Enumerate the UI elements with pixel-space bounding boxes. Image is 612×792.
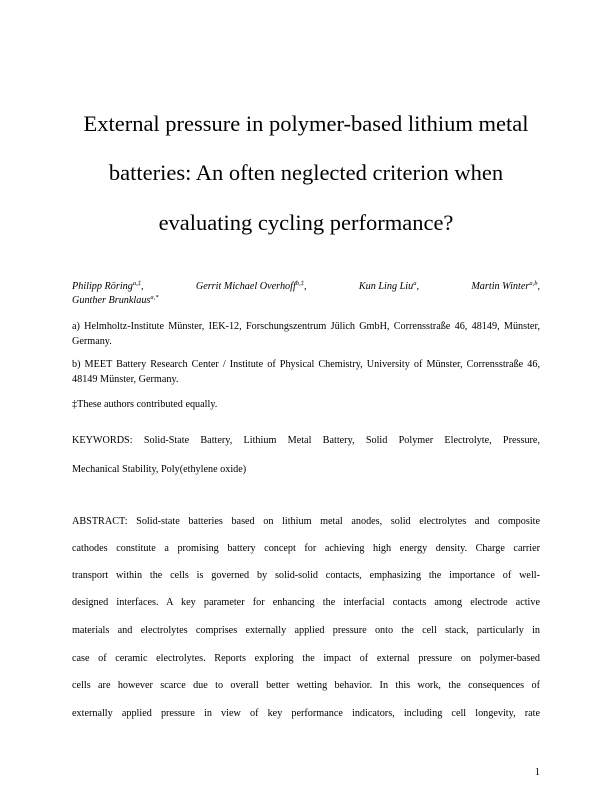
keywords-line-2: Mechanical Stability, Poly(ethylene oxide) [72,464,247,475]
author-1 [72,280,144,294]
author-4-name: Martin Winter [471,281,530,292]
abstract-line-3: transport within the cells is governed by solid-solid contacts, emphasizing the importance of well- [72,570,540,581]
author-3-name: Kun Ling Liu [358,281,414,292]
author-3-separator: , [416,281,419,292]
abstract-line-1: ABSTRACT: Solid-state batteries based on lithium metal anodes, solid electrolytes and composite [72,516,540,527]
author-5-affiliation: a,* [150,294,159,301]
author-3-affiliation: a [413,280,417,287]
author-2 [196,280,307,294]
author-5 [72,295,159,306]
equal-contribution-note: ‡These authors contributed equally. [72,399,218,410]
abstract-line-7: cells are however scarce due to overall better wetting behavior. In this work, the consequences of [72,680,540,691]
abstract-line-6: case of ceramic electrolytes. Reports exploring the impact of external pressure on polymer-based [72,653,540,664]
author-1-separator: , [140,281,144,292]
abstract-line-5: materials and electrolytes comprises externally applied pressure onto the cell stack, particularly in [72,625,540,636]
keywords-line-1: KEYWORDS: Solid-State Battery, Lithium Metal Battery, Solid Polymer Electrolyte, Pressure, [72,435,540,446]
author-4-affiliation: a,b [529,280,538,287]
author-2-name: Gerrit Michael Overhoff [195,281,296,292]
author-1-affiliation: a,‡ [132,280,141,287]
author-row-2 [72,294,540,308]
paper-title-line-3: evaluating cycling performance? [158,210,454,235]
author-2-affiliation: b,‡ [295,280,304,287]
affiliation-a: a) Helmholtz-Institute Münster, IEK-12, Forschungszentrum Jülich GmbH, Corrensstraße 46, 48149, Münster, Germany. [72,321,540,347]
abstract-line-8: externally applied pressure in view of key performance indicators, including cell longevity, rate [72,708,540,719]
author-4 [471,280,540,294]
author-4-separator: , [537,281,540,292]
affiliation-b: b) MEET Battery Research Center / Institute of Physical Chemistry, University of Münster, Corrensstraße 46, 48149 Münster, Germany. [72,359,540,385]
paper-title-line-2: batteries: An often neglected criterion when [108,160,504,185]
author-2-separator: , [303,281,307,292]
author-5-name: Gunther Brunklaus [72,295,151,306]
author-1-name: Philipp Röring [72,281,133,292]
author-3 [359,280,419,294]
abstract-line-2: cathodes constitute a promising battery concept for achieving high energy density. Charge carrier [72,543,540,554]
page-number: 1 [534,767,540,778]
paper-title-line-1: External pressure in polymer-based lithium metal [83,111,529,136]
author-list [72,280,540,308]
abstract-line-4: designed interfaces. A key parameter for enhancing the interfacial contacts among electrode active [72,597,540,608]
author-row-1 [72,280,540,294]
